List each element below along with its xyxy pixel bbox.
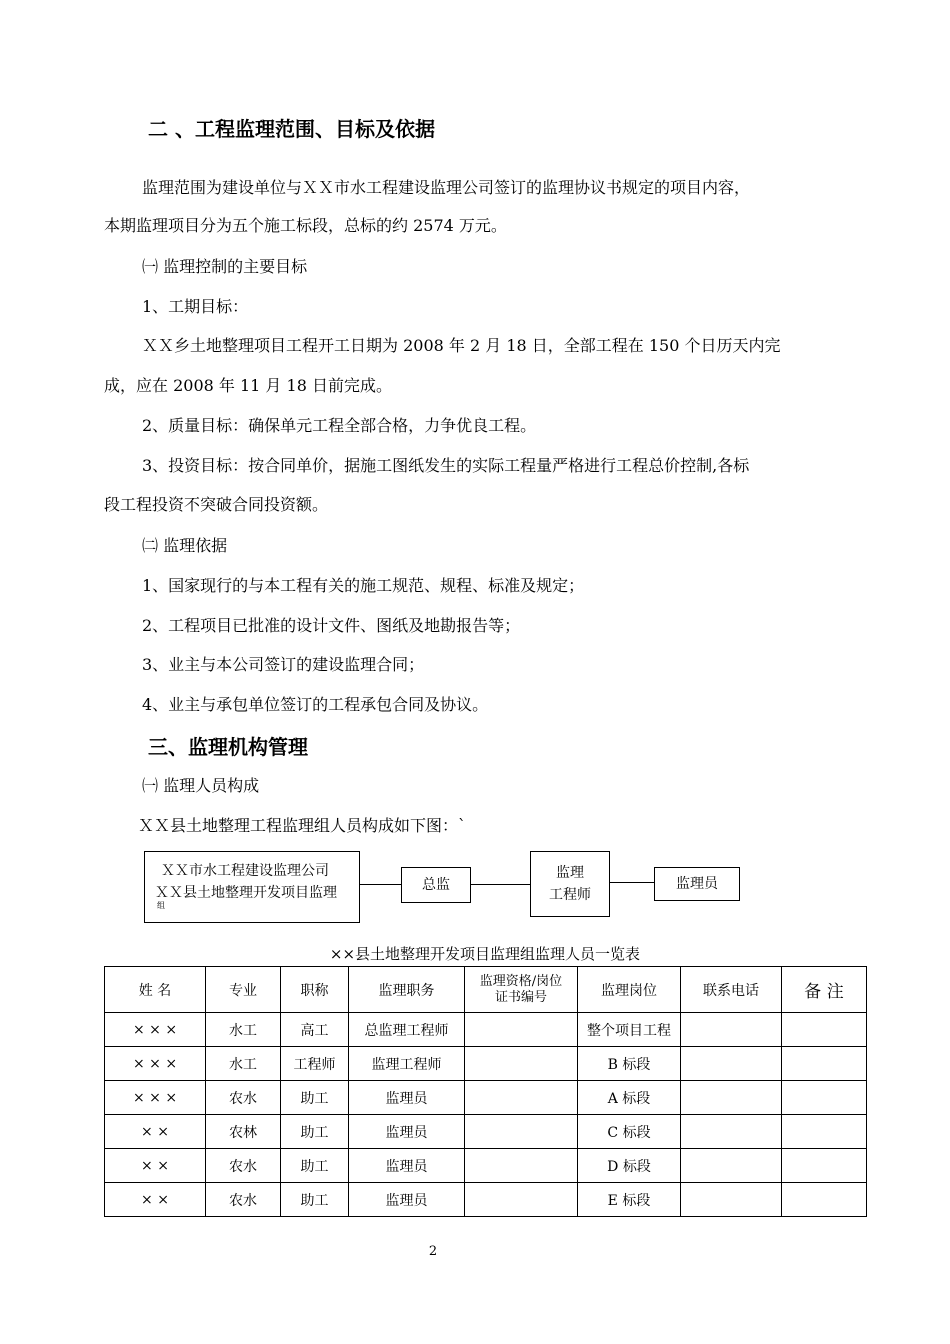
cell-duty: 总监理工程师 [349,1013,465,1047]
basis-item-1: 1、国家现行的与本工程有关的施工规范、规程、标准及规定； [142,576,585,595]
table-row [105,1149,867,1183]
cell-phone [681,1013,782,1047]
cell-cert [465,1081,578,1115]
staff-intro: ＸＸ县土地整理工程监理组人员构成如下图：` [138,816,467,835]
goal1-text-line1: ＸＸ乡土地整理项目工程开工日期为 2008 年 2 月 18 日，全部工程在 150 个日历天内完 [142,336,781,355]
cell-phone [681,1183,782,1217]
header-name: 姓 名 [105,967,206,1013]
cell-title: 高工 [281,1013,349,1047]
cell-duty: 监理员 [349,1183,465,1217]
cell-phone [681,1047,782,1081]
org-connector-3 [610,882,654,883]
org-inspector-box [654,867,740,901]
cell-name: × × × [105,1047,206,1081]
staff-table-caption: ××县土地整理开发项目监理组监理人员一览表 [329,945,641,963]
cell-phone [681,1115,782,1149]
cell-remark [782,1081,867,1115]
cell-remark [782,1115,867,1149]
page-number: 2 [428,1244,438,1259]
basis-title: ㈡ 监理依据 [142,536,228,555]
goal3-text-line1: 3、投资目标：按合同单价，据施工图纸发生的实际工程量严格进行工程总价控制,各标 [142,456,750,475]
cell-phone [681,1081,782,1115]
cell-major: 农水 [206,1081,281,1115]
table-row [105,1115,867,1149]
basis-item-4: 4、业主与承包单位签订的工程承包合同及协议。 [142,695,489,714]
cell-name: × × × [105,1081,206,1115]
org-chief-label: 总监 [422,877,450,893]
cell-title: 工程师 [281,1047,349,1081]
cell-name: × × [105,1115,206,1149]
cell-post: D 标段 [578,1149,681,1183]
org-connector-1 [360,884,401,885]
cell-post: A 标段 [578,1081,681,1115]
org-engineer-box [530,851,610,917]
header-cert-line2: 证书编号 [494,989,547,1005]
scope-text-line2: 本期监理项目分为五个施工标段，总标的约 2574 万元。 [104,216,507,235]
cell-title: 助工 [281,1149,349,1183]
cell-cert [465,1013,578,1047]
org-inspector-label: 监理员 [676,876,718,892]
cell-phone [681,1149,782,1183]
table-row [105,1013,867,1047]
header-cert [465,967,578,1013]
org-company-line3: 组 [157,901,165,910]
cell-duty: 监理员 [349,1149,465,1183]
staff-table [104,966,867,1217]
header-post: 监理岗位 [578,967,681,1013]
table-row [105,1183,867,1217]
cell-post: B 标段 [578,1047,681,1081]
scope-text-line1: 监理范围为建设单位与ＸＸ市水工程建设监理公司签订的监理协议书规定的项目内容， [142,178,751,197]
staff-table-header-row [105,967,867,1013]
cell-major: 农水 [206,1183,281,1217]
cell-major: 农林 [206,1115,281,1149]
goal1-text-line2: 成，应在 2008 年 11 月 18 日前完成。 [104,376,392,395]
cell-duty: 监理员 [349,1081,465,1115]
cell-post: E 标段 [578,1183,681,1217]
org-engineer-line2: 工程师 [549,887,591,903]
cell-remark [782,1047,867,1081]
header-major: 专业 [206,967,281,1013]
header-remark: 备 注 [782,967,867,1013]
section2-heading: 二 、工程监理范围、目标及依据 [148,117,435,141]
cell-cert [465,1047,578,1081]
table-row [105,1081,867,1115]
org-connector-2 [471,884,530,885]
cell-major: 水工 [206,1047,281,1081]
cell-remark [782,1149,867,1183]
cell-cert [465,1183,578,1217]
cell-remark [782,1013,867,1047]
basis-item-2: 2、工程项目已批准的设计文件、图纸及地勘报告等； [142,616,521,635]
goal3-text-line2: 段工程投资不突破合同投资额。 [104,495,329,514]
cell-remark [782,1183,867,1217]
cell-title: 助工 [281,1115,349,1149]
cell-name: × × × [105,1013,206,1047]
org-engineer-line1: 监理 [556,865,584,881]
org-company-line2: ＸＸ县土地整理开发项目监理 [155,885,337,901]
cell-cert [465,1149,578,1183]
org-company-box [144,851,360,923]
cell-duty: 监理员 [349,1115,465,1149]
cell-name: × × [105,1149,206,1183]
cell-title: 助工 [281,1183,349,1217]
header-phone: 联系电话 [681,967,782,1013]
cell-name: × × [105,1183,206,1217]
cell-major: 水工 [206,1013,281,1047]
cell-duty: 监理工程师 [349,1047,465,1081]
cell-post: 整个项目工程 [578,1013,681,1047]
section3-heading: 三、监理机构管理 [148,735,308,759]
cell-title: 助工 [281,1081,349,1115]
cell-cert [465,1115,578,1149]
header-duty: 监理职务 [349,967,465,1013]
org-company-line1: ＸＸ市水工程建设监理公司 [161,863,329,879]
staff-title: ㈠ 监理人员构成 [142,776,260,795]
org-chief-box [401,867,471,903]
table-row [105,1047,867,1081]
header-cert-line1: 监理资格/岗位 [479,973,563,989]
cell-post: C 标段 [578,1115,681,1149]
header-title: 职称 [281,967,349,1013]
basis-item-3: 3、业主与本公司签订的建设监理合同； [142,655,425,674]
goal1-title: 1、工期目标： [142,297,249,316]
cell-major: 农水 [206,1149,281,1183]
goal2-text: 2、质量目标：确保单元工程全部合格，力争优良工程。 [142,416,537,435]
goals-title: ㈠ 监理控制的主要目标 [142,257,308,276]
